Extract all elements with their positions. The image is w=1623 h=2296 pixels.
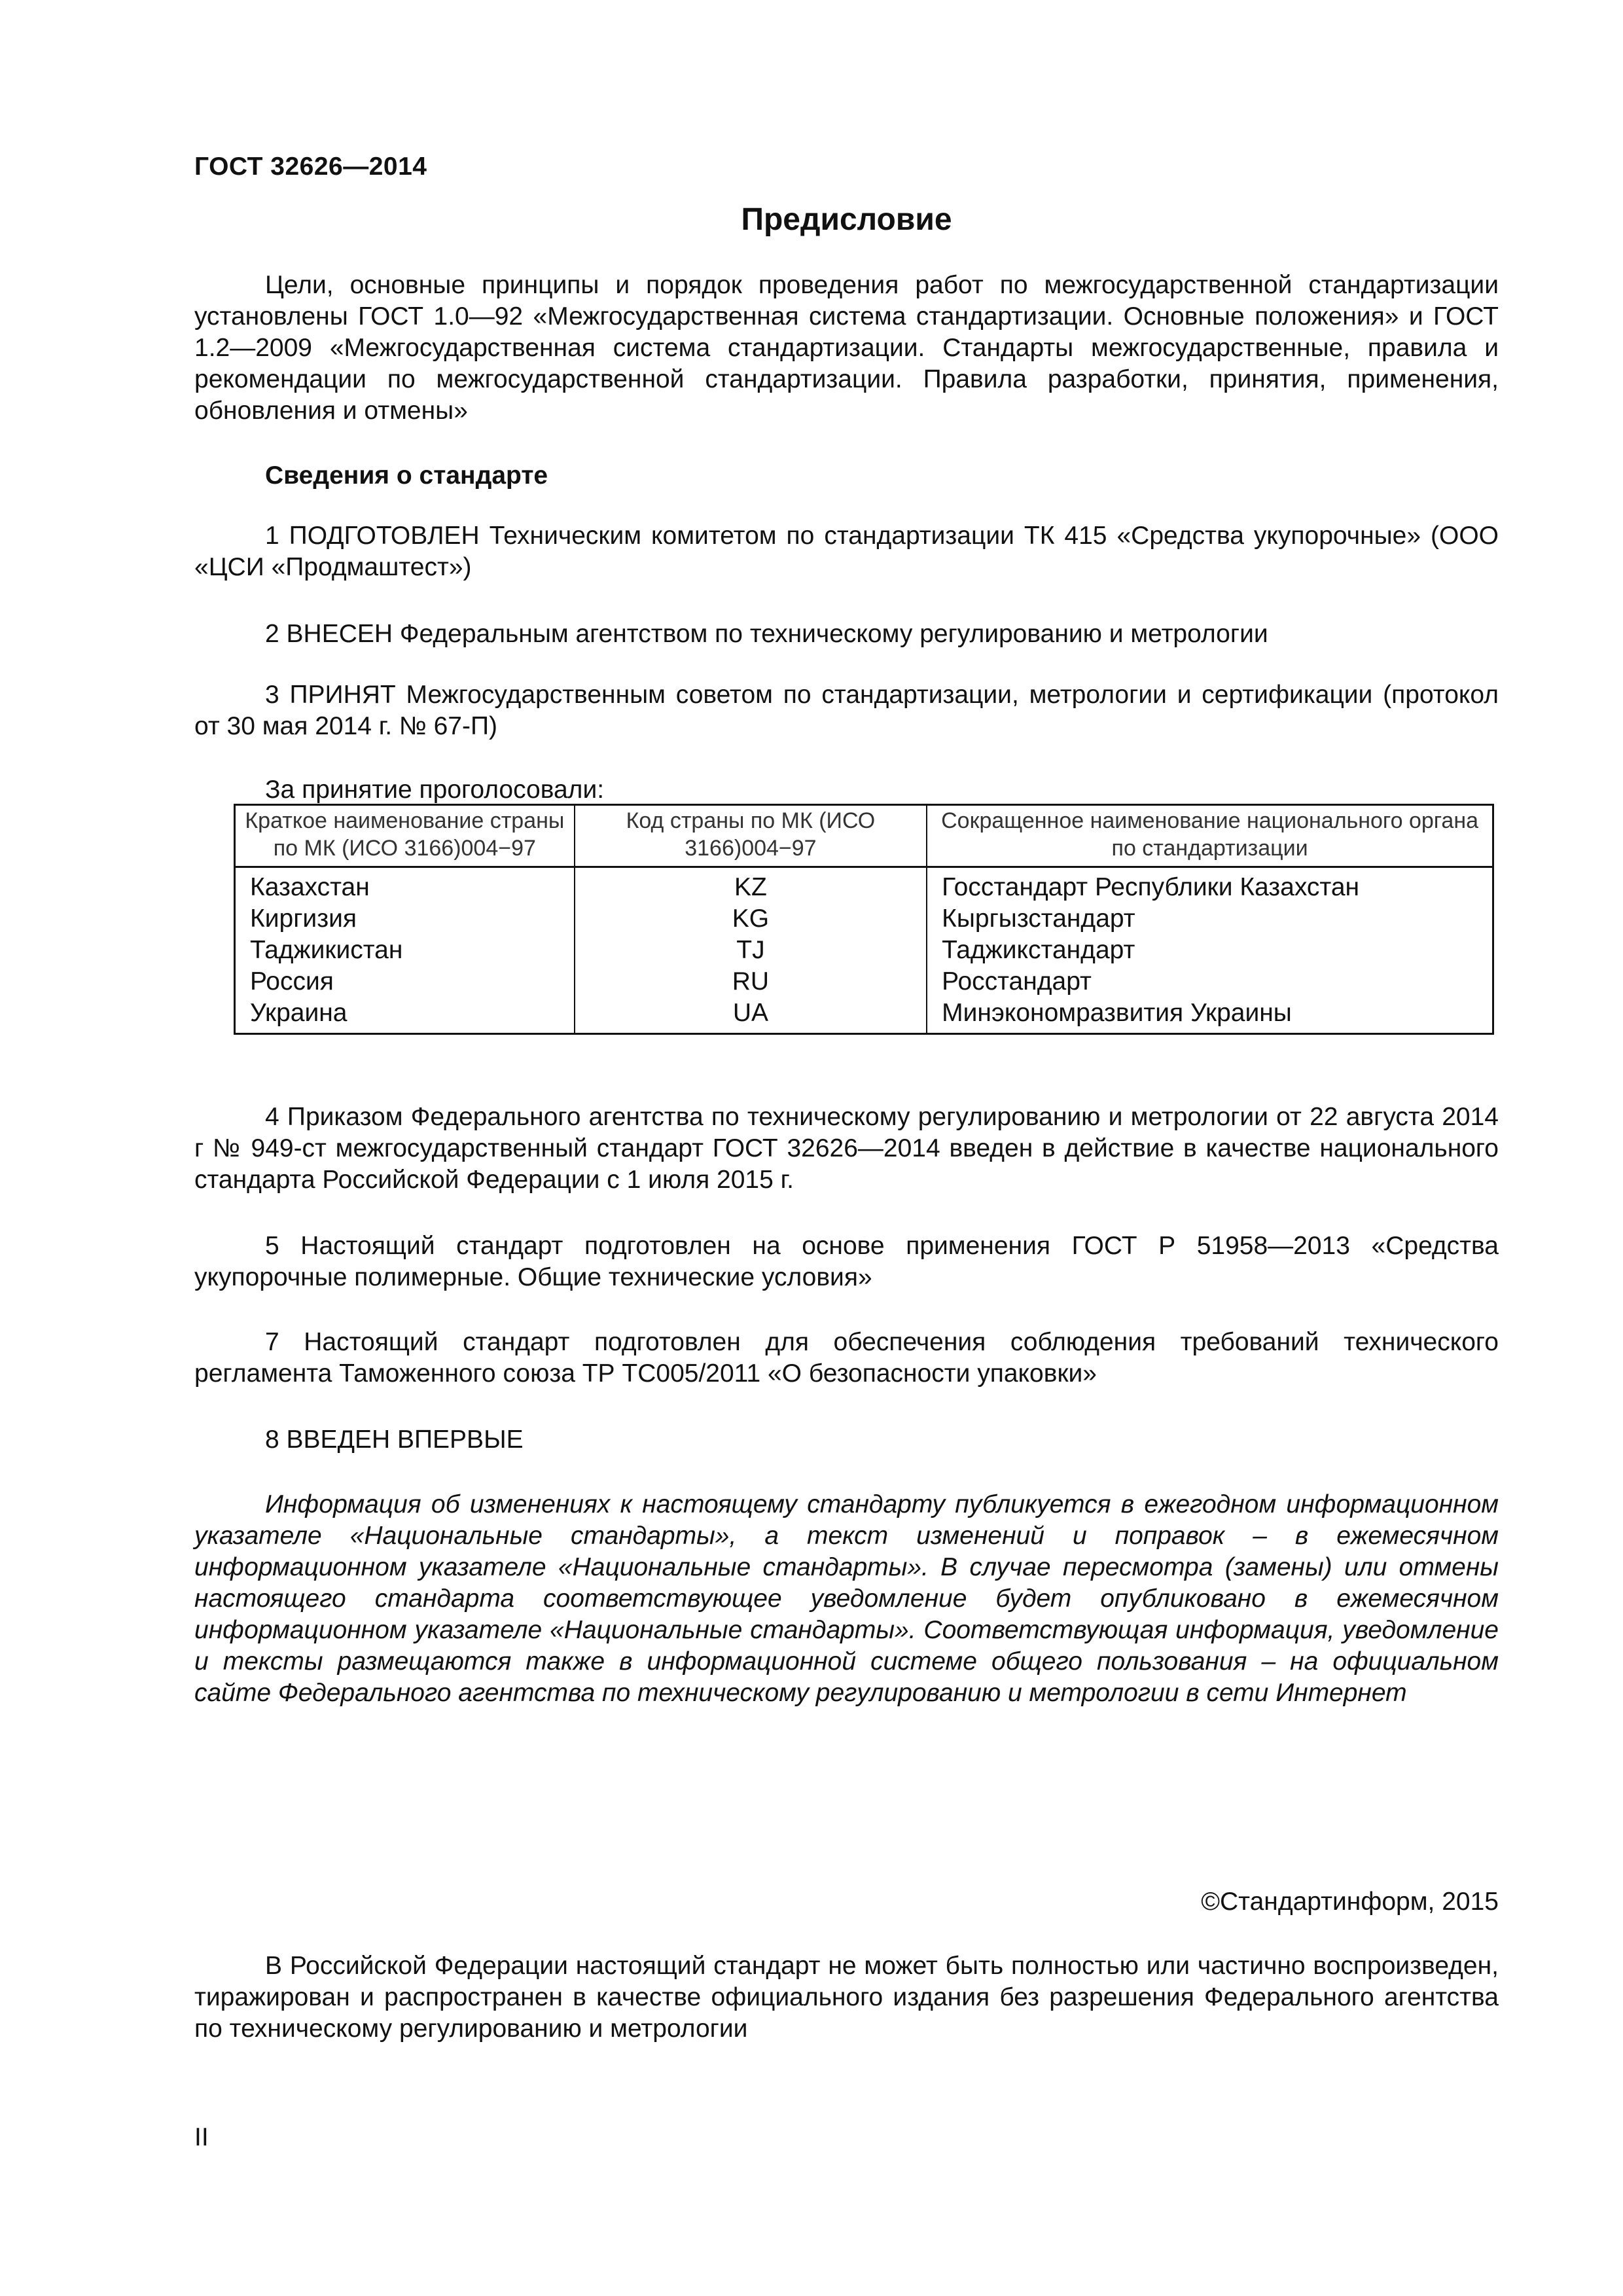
- document-page: [194, 0, 1499, 2296]
- table-row: [235, 997, 1493, 1034]
- item-3-adopted: 3 ПРИНЯТ Межгосударственным советом по стандартизации, метрологии и сертификации (протокол от 30 мая 2014 г. № 67-П): [194, 681, 1499, 740]
- body-cell: Госстандарт Республики Казахстан: [927, 867, 1493, 904]
- code-cell: KZ: [575, 867, 927, 904]
- item-8-introduced: 8 ВВЕДЕН ВПЕРВЫЕ: [265, 1426, 524, 1454]
- item-1-prepared: 1 ПОДГОТОВЛЕН Техническим комитетом по стандартизации ТК 415 «Средства укупорочные» (ООО «ЦСИ «Продмаштест»): [194, 522, 1499, 581]
- column-header-code: Код страны по МК (ИСО 3166)004−97: [575, 805, 927, 867]
- code-cell: KG: [575, 903, 927, 935]
- item-7-regulation: 7 Настоящий стандарт подготовлен для обеспечения соблюдения требований технического регламента Таможенного союза ТР ТС005/2011 «О безопасности упаковки»: [194, 1328, 1499, 1388]
- vote-table-caption: За принятие проголосовали:: [265, 776, 605, 804]
- reproduction-notice: В Российской Федерации настоящий стандарт не может быть полностью или частично воспроизведен, тиражирован и распространен в качестве официального издания без разрешения Федерального агентства по техническому регулированию и метрологии: [194, 1952, 1499, 2043]
- body-cell: Кыргызстандарт: [927, 903, 1493, 935]
- item-2-submitted: 2 ВНЕСЕН Федеральным агентством по техническому регулированию и метрологии: [265, 620, 1268, 648]
- country-cell: Казахстан: [235, 867, 575, 904]
- body-cell: Таджикстандарт: [927, 935, 1493, 966]
- table-row: [235, 867, 1493, 904]
- section-heading: Сведения о стандарте: [265, 461, 548, 490]
- country-cell: Таджикистан: [235, 935, 575, 966]
- copyright-notice: ©Стандартинформ, 2015: [1201, 1888, 1499, 1916]
- item-4-order: 4 Приказом Федерального агентства по техническому регулированию и метрологии от 22 августа 2014 г № 949-ст межгосударственный стандарт ГОСТ 32626—2014 введен в действие в качестве национального стандарта Российской Федерации с 1 июля 2015 г.: [194, 1103, 1499, 1194]
- page-number: II: [194, 2123, 209, 2151]
- info-notice: Информация об изменениях к настоящему стандарту публикуется в ежегодном информационном указателе «Национальные стандарты», а текст изменений и поправок – в ежемесячном информационном указателе «Национальные стандарты». В случае пересмотра (замены) или отмены настоящего стандарта соответствующее уведомление будет опубликовано в ежемесячном информационном указателе «Национальные стандарты». Соответствующая информация, уведомление и тексты размещаются также в информационной системе общего пользования – на официальном сайте Федерального агентства по техническому регулированию и метрологии в сети Интернет: [194, 1490, 1499, 1707]
- item-5-basis: 5 Настоящий стандарт подготовлен на основе применения ГОСТ Р 51958—2013 «Средства укупорочные полимерные. Общие технические условия»: [194, 1232, 1499, 1291]
- vote-table-header-row: [235, 805, 1493, 867]
- code-cell: UA: [575, 997, 927, 1034]
- document-code: ГОСТ 32626—2014: [194, 152, 427, 181]
- country-cell: Россия: [235, 966, 575, 997]
- body-cell: Минэкономразвития Украины: [927, 997, 1493, 1034]
- column-header-body: Сокращенное наименование национального органа по стандартизации: [927, 805, 1493, 867]
- table-row: [235, 935, 1493, 966]
- code-cell: RU: [575, 966, 927, 997]
- vote-table: [234, 804, 1494, 1035]
- table-row: [235, 903, 1493, 935]
- code-cell: TJ: [575, 935, 927, 966]
- country-cell: Киргизия: [235, 903, 575, 935]
- page-title: Предисловие: [741, 202, 952, 237]
- table-row: [235, 966, 1493, 997]
- country-cell: Украина: [235, 997, 575, 1034]
- intro-paragraph: Цели, основные принципы и порядок проведения работ по межгосударственной стандартизации установлены ГОСТ 1.0—92 «Межгосударственная система стандартизации. Основные положения» и ГОСТ 1.2—2009 «Межгосударственная система стандартизации. Стандарты межгосударственные, правила и рекомендации по межгосударственной стандартизации. Правила разработки, принятия, применения, обновления и отмены»: [194, 271, 1499, 425]
- body-cell: Росстандарт: [927, 966, 1493, 997]
- column-header-country: Краткое наименование страны по МК (ИСО 3166)004−97: [235, 805, 575, 867]
